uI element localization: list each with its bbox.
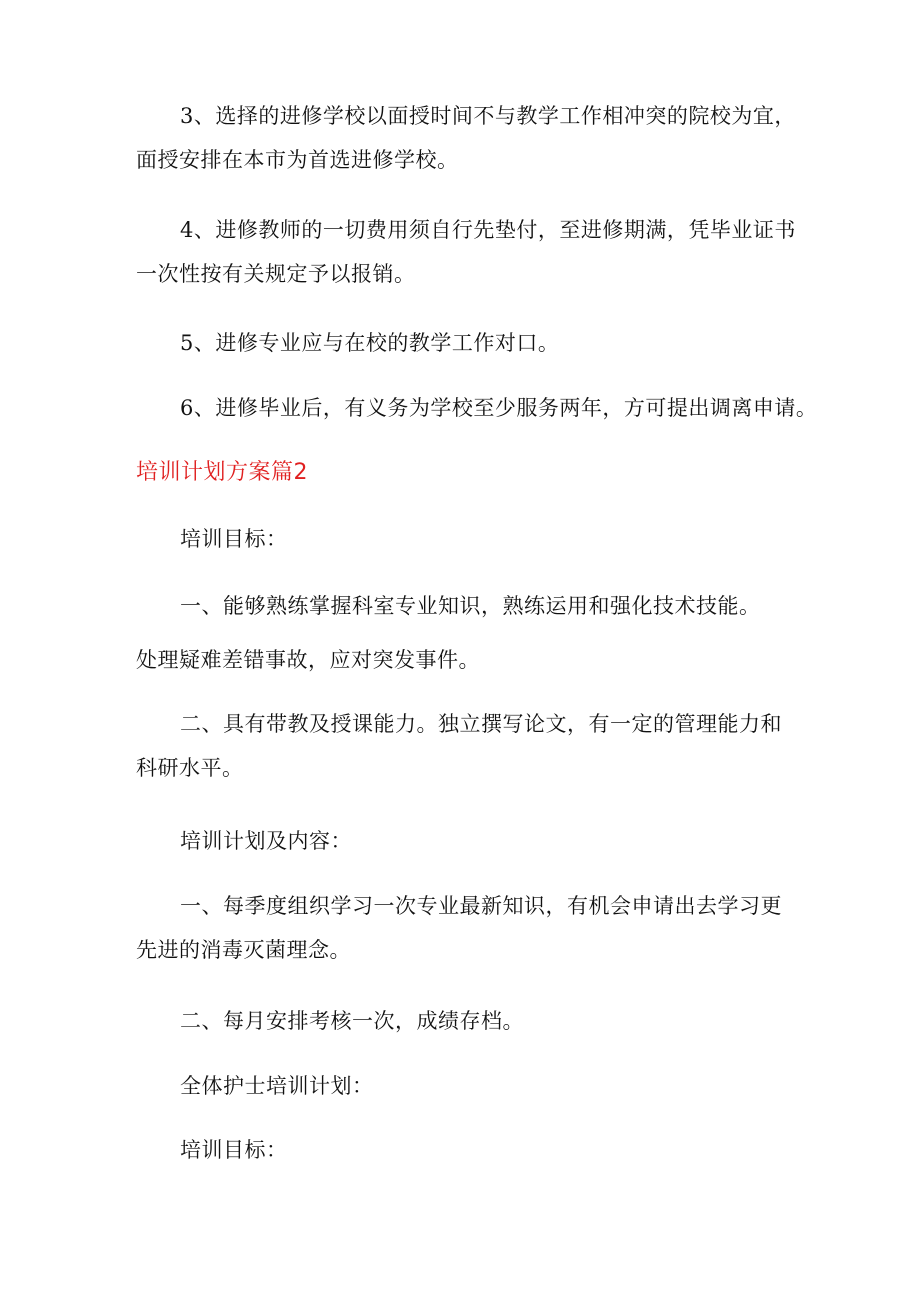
paragraph-line: 先进的消毒灭菌理念。 [136, 938, 351, 962]
paragraph-plan-2 [136, 999, 816, 1043]
paragraph-item-4 [136, 208, 816, 296]
paragraph-line: 处理疑难差错事故，应对突发事件。 [136, 648, 480, 672]
paragraph-line: 3、选择的进修学校以面授时间不与教学工作相冲突的院校为宜， [180, 104, 796, 128]
paragraph-line: 培训计划及内容： [180, 829, 352, 853]
paragraph-goal-1-continued [136, 638, 816, 682]
paragraph-line: 全体护士培训计划： [180, 1074, 374, 1098]
paragraph-plan-1 [136, 884, 816, 972]
paragraph-line: 6、进修毕业后，有义务为学校至少服务两年，方可提出调离申请。 [180, 396, 818, 420]
paragraph-line: 一、能够熟练掌握科室专业知识，熟练运用和强化技术技能。 [180, 594, 761, 618]
paragraph-line: 二、具有带教及授课能力。独立撰写论文，有一定的管理能力和 [180, 712, 782, 736]
paragraph-line: 培训目标： [180, 1138, 288, 1162]
paragraph-line: 二、每月安排考核一次，成绩存档。 [180, 1009, 524, 1033]
paragraph-line: 一、每季度组织学习一次专业最新知识，有机会申请出去学习更 [180, 894, 782, 918]
paragraph-training-goal [136, 517, 816, 561]
paragraph-plan-content [136, 819, 816, 863]
paragraph-item-6 [136, 386, 816, 430]
paragraph-line: 培训目标： [180, 527, 288, 551]
paragraph-nurse-plan [136, 1064, 816, 1108]
paragraph-line: 面授安排在本市为首选进修学校。 [136, 148, 459, 172]
paragraph-item-5 [136, 321, 816, 365]
paragraph-line: 5、进修专业应与在校的教学工作对口。 [180, 331, 560, 355]
paragraph-item-3 [136, 94, 816, 182]
paragraph-line: 4、进修教师的一切费用须自行先垫付，至进修期满，凭毕业证书 [180, 218, 796, 242]
paragraph-goal-2 [136, 702, 816, 790]
paragraph-line: 科研水平。 [136, 756, 244, 780]
section-heading: 培训计划方案篇2 [136, 460, 308, 485]
paragraph-training-goal-2 [136, 1128, 816, 1172]
paragraph-goal-1 [136, 584, 816, 628]
paragraph-line: 一次性按有关规定予以报销。 [136, 262, 416, 286]
